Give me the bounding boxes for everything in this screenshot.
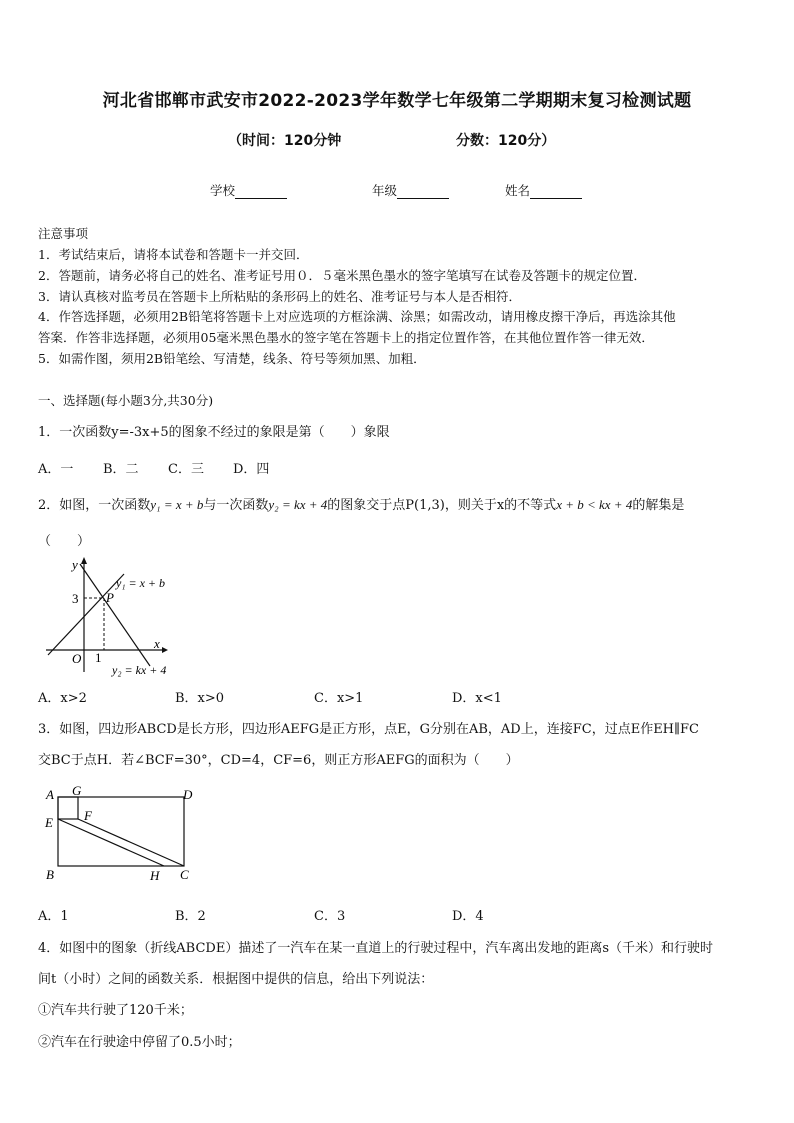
q2-option-c[interactable]: C．x>1 <box>314 691 364 706</box>
fig-y-label: y <box>72 557 78 572</box>
fig-line1-label: y₁ = x + b <box>116 576 166 590</box>
x-axis-arrow <box>162 647 168 653</box>
q3-text-line1: 3．如图，四边形ABCD是长方形，四边形AEFG是正方形，点E，G分别在AB，AD上，连接FC，过点E作EH∥FC <box>38 722 699 737</box>
q4-text-line2: 间t（小时）之间的函数关系．根据图中提供的信息，给出下列说法： <box>38 972 434 987</box>
exam-time: （时间：120分钟 <box>228 133 342 149</box>
q1-option-b[interactable]: B．二 <box>103 462 139 477</box>
school-blank[interactable] <box>235 186 287 199</box>
q3-option-a[interactable]: A．1 <box>38 909 69 924</box>
grade-field <box>372 181 449 199</box>
q2-figure <box>40 552 190 680</box>
q4-statement-2: ②汽车在行驶途中停留了0.5小时； <box>38 1035 241 1050</box>
name-blank[interactable] <box>530 186 582 199</box>
q3-option-d[interactable]: D．4 <box>452 909 484 924</box>
fig-origin-label: O <box>72 651 82 666</box>
q1-option-c[interactable]: C．三 <box>168 462 204 477</box>
label-a: A <box>46 787 54 802</box>
q2-text <box>38 494 756 513</box>
segment-eh <box>58 819 164 866</box>
q4-text-line1: 4．如图中的图象（折线ABCDE）描述了一汽车在某一直道上的行驶过程中，汽车离出发地的距离s（千米）和行驶时 <box>38 941 713 956</box>
q3-figure <box>38 782 208 886</box>
q3-option-c[interactable]: C．3 <box>314 909 346 924</box>
section-heading: 一、选择题(每小题3分,共30分) <box>38 393 214 408</box>
q2-y2-formula: y₂ = kx + 4 <box>268 497 328 512</box>
fig-x-label: x <box>154 636 160 651</box>
fig-line2-label: y₂ = kx + 4 <box>112 663 167 677</box>
name-field <box>505 181 582 199</box>
label-f: F <box>84 808 92 823</box>
q1-option-d[interactable]: D．四 <box>233 462 270 477</box>
fig-1-label: 1 <box>95 650 102 665</box>
q2-answer-paren: （ ） <box>38 534 91 549</box>
name-label: 姓名 <box>505 183 531 198</box>
q2-part3: 的图象交于点P(1,3)，则关于x的不等式 <box>327 498 557 513</box>
fig-3-label: 3 <box>72 591 79 606</box>
fig-p-label: P <box>106 590 114 605</box>
exam-score: 分数：120分） <box>456 133 556 149</box>
note-item: 5．如需作图，须用2B铅笔绘、写清楚，线条、符号等须加黑、加粗． <box>38 351 426 366</box>
q2-part2: 与一次函数 <box>203 498 269 513</box>
school-label: 学校 <box>210 183 236 198</box>
note-item: 答案．作答非选择题，必须用05毫米黑色墨水的签字笔在答题卡上的指定位置作答，在其他位置作答一律无效． <box>38 330 654 345</box>
q2-option-d[interactable]: D．x<1 <box>452 691 502 706</box>
q4-statement-1: ①汽车共行驶了120千米； <box>38 1003 193 1018</box>
q2-option-a[interactable]: A．x>2 <box>38 691 87 706</box>
label-d: D <box>183 787 193 802</box>
segment-fc <box>78 819 184 866</box>
q2-part1: 2．如图，一次函数 <box>38 498 151 513</box>
note-item: 2．答题前，请务必将自己的姓名、准考证号用０．５毫米黑色墨水的签字笔填写在试卷及答题卡的规定位置． <box>38 268 646 283</box>
note-item: 4．作答选择题，必须用2B铅笔将答题卡上对应选项的方框涂满、涂黑；如需改动，请用橡皮擦干净后，再选涂其他 <box>38 309 676 324</box>
rectangle-abcd <box>58 797 184 866</box>
grade-label: 年级 <box>372 183 398 198</box>
q3-text-line2: 交BC于点H．若∠BCF=30°，CD=4，CF=6，则正方形AEFG的面积为（ ） <box>38 753 519 768</box>
q1-text: 1．一次函数y=-3x+5的图象不经过的象限是第（ ）象限 <box>38 425 390 440</box>
note-item: 3．请认真核对监考员在答题卡上所粘贴的条形码上的姓名、准考证号与本人是否相符． <box>38 289 521 304</box>
label-g: G <box>72 783 82 798</box>
q3-option-b[interactable]: B．2 <box>175 909 206 924</box>
note-item: 1．考试结束后，请将本试卷和答题卡一并交回． <box>38 247 309 262</box>
label-b: B <box>46 867 54 882</box>
label-e: E <box>45 815 53 830</box>
notes-heading: 注意事项 <box>38 226 89 241</box>
label-c: C <box>180 867 189 882</box>
grade-blank[interactable] <box>397 186 449 199</box>
q2-inequality: x + b < kx + 4 <box>556 497 633 512</box>
q2-y1-formula: y₁ = x + b <box>150 497 204 512</box>
school-field <box>210 181 287 199</box>
square-aefg <box>58 797 78 819</box>
y-axis-arrow <box>81 557 87 564</box>
label-h: H <box>150 868 160 883</box>
q1-option-a[interactable]: A．一 <box>38 462 74 477</box>
line-y1 <box>48 574 124 655</box>
page-title: 河北省邯郸市武安市2022-2023学年数学七年级第二学期期末复习检测试题 <box>102 91 692 111</box>
q2-option-b[interactable]: B．x>0 <box>175 691 225 706</box>
q2-part4: 的解集是 <box>632 498 685 513</box>
